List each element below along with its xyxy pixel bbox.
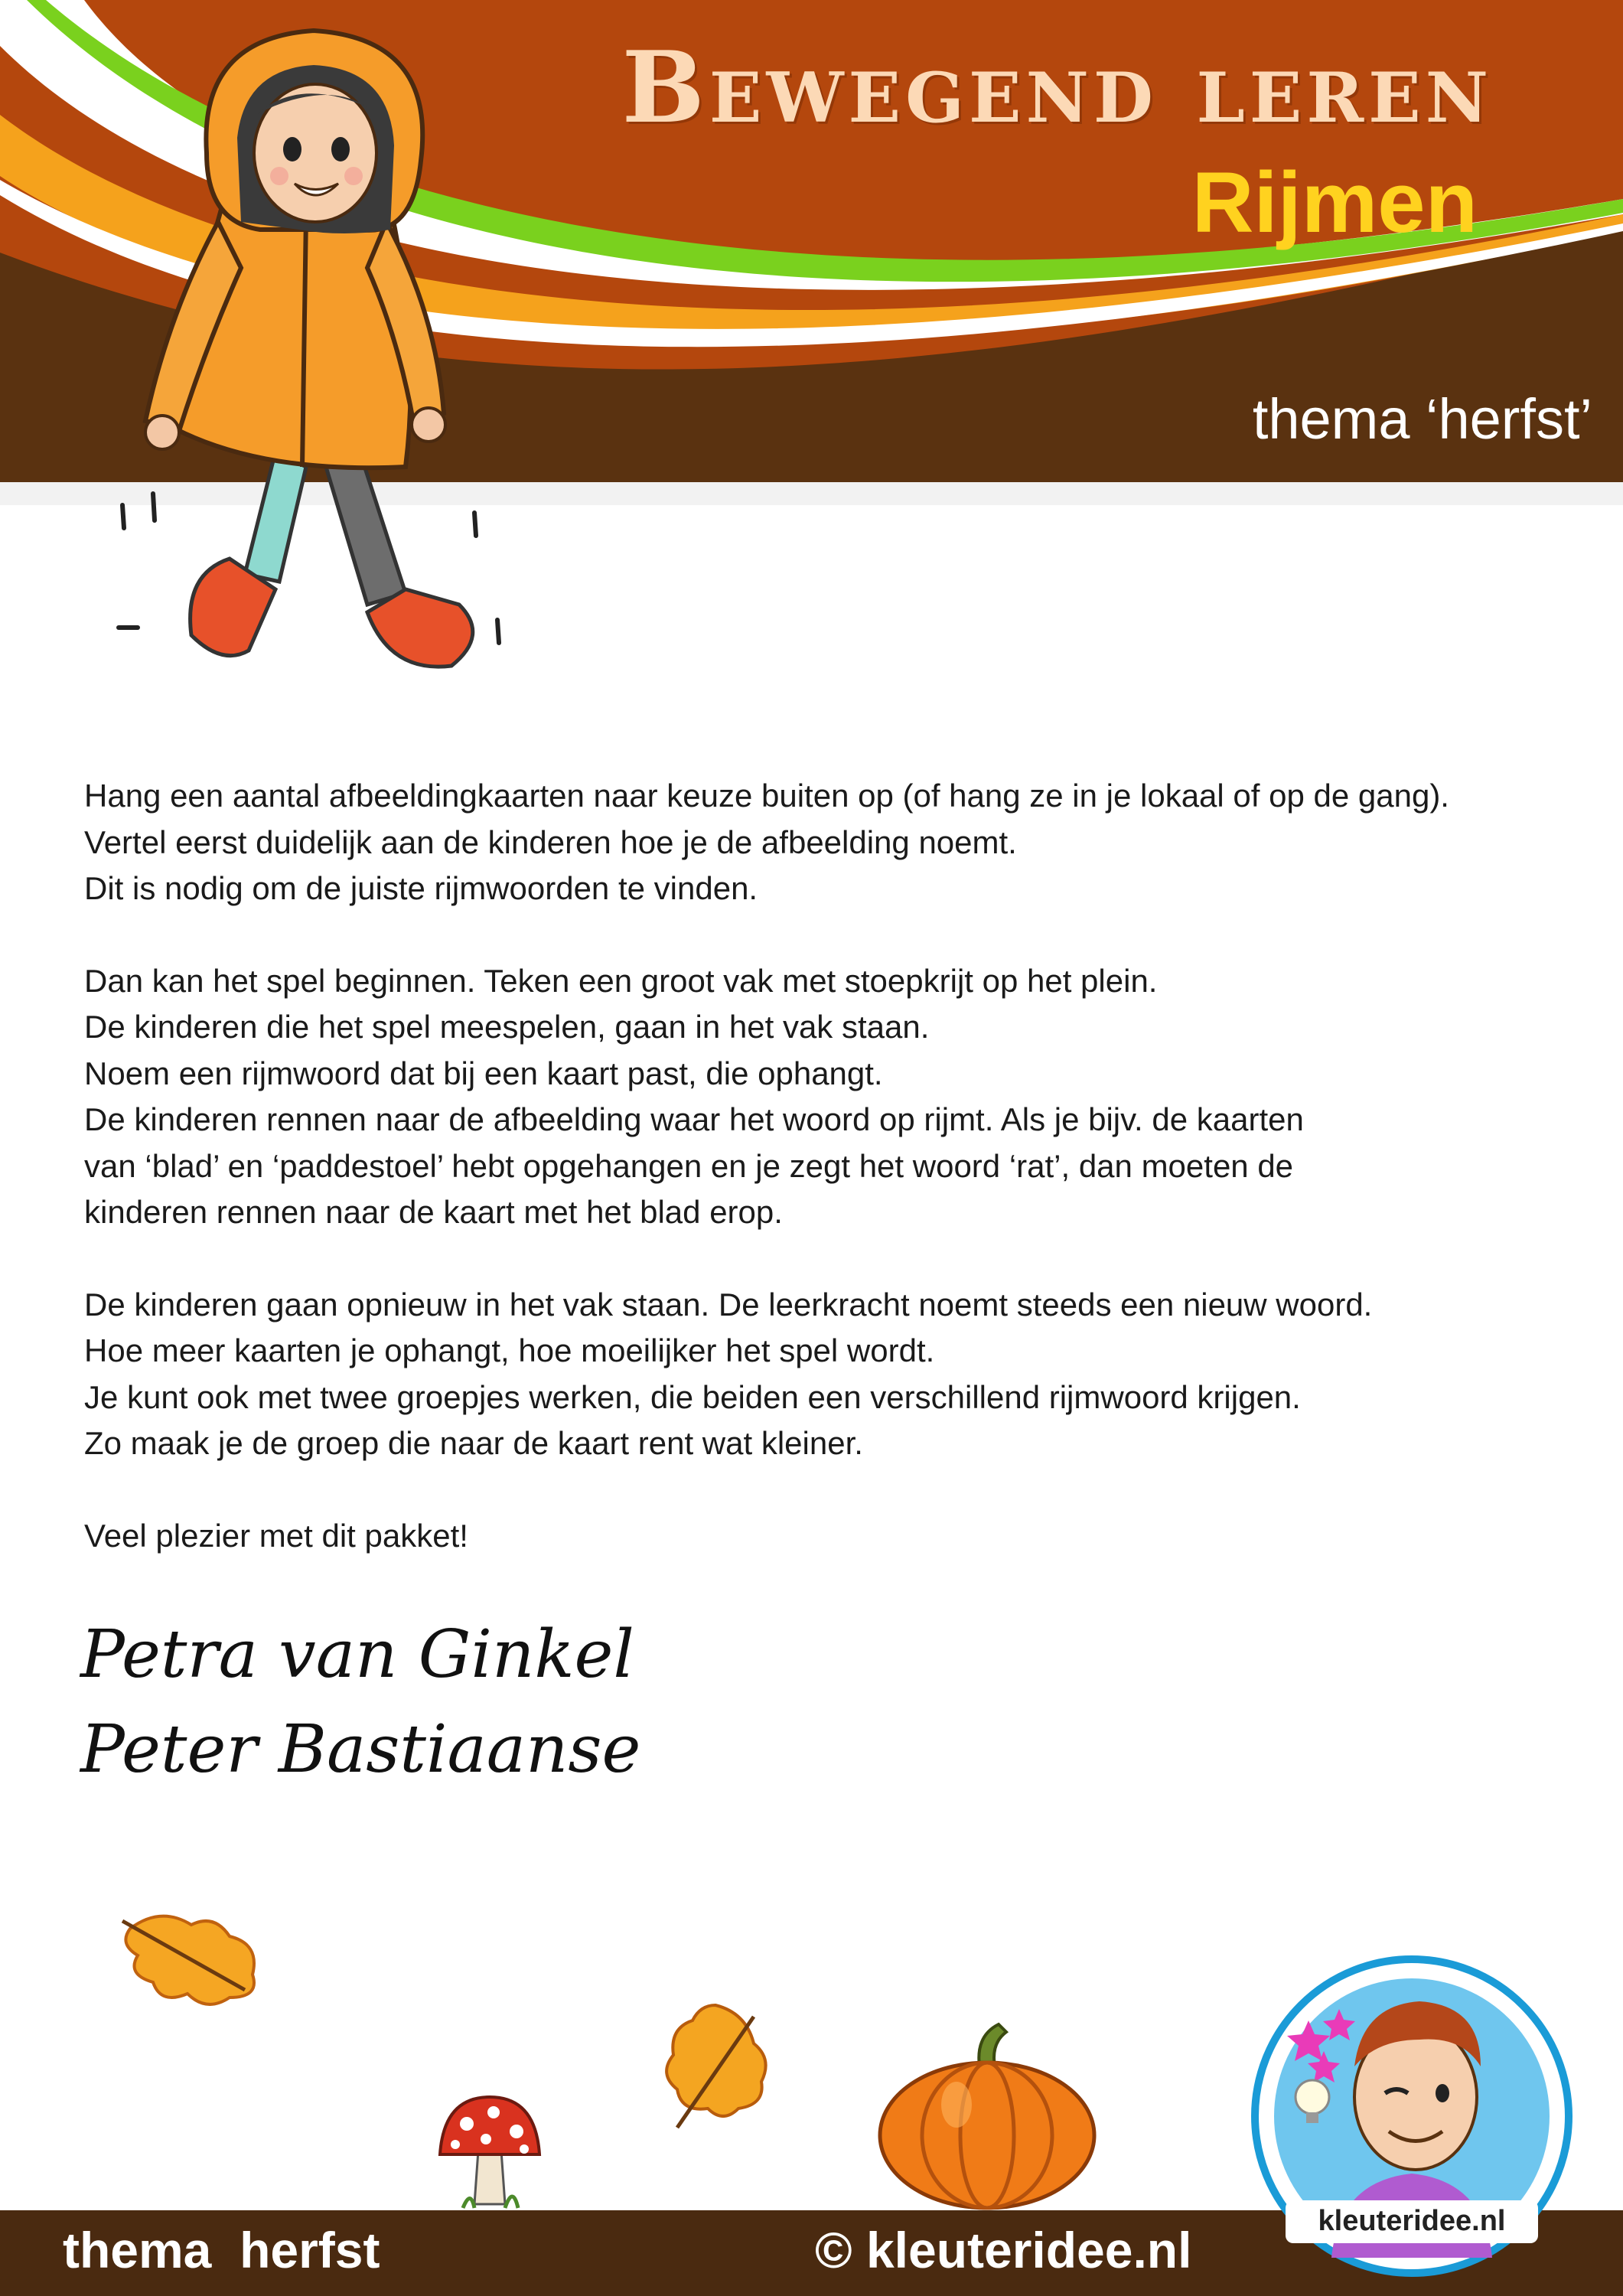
- logo-text: kleuteridee.nl: [1318, 2205, 1506, 2237]
- text-line: De kinderen rennen naar de afbeelding waar het woord op rijmt. Als je bijv. de kaarten: [84, 1101, 1304, 1137]
- pumpkin-icon: [872, 2020, 1102, 2212]
- text-line: van ‘blad’ en ‘paddestoel’ hebt opgehangen en je zegt het woord ‘rat’, dan moeten de: [84, 1147, 1294, 1184]
- text-line: Veel plezier met dit pakket!: [84, 1517, 468, 1554]
- signature-name: Peter Bastiaanse: [80, 1711, 641, 1788]
- signature-name: Petra van Ginkel: [80, 1616, 634, 1693]
- text-line: De kinderen die het spel meespelen, gaan in het vak staan.: [84, 1009, 930, 1045]
- paragraph: [84, 958, 1599, 1236]
- kleuteridee-logo[interactable]: [1247, 1952, 1576, 2281]
- text-line: De kinderen gaan opnieuw in het vak staan. De leerkracht noemt steeds een nieuw woord.: [84, 1286, 1373, 1322]
- page-title: Bewegend leren: [621, 31, 1493, 145]
- oak-leaf-icon: [654, 1998, 777, 2135]
- text-line: Hang een aantal afbeeldingkaarten naar keuze buiten op (of hang ze in je lokaal of op de gang).: [84, 778, 1449, 814]
- text-line: Hoe meer kaarten je ophangt, hoe moeilijker het spel wordt.: [84, 1332, 935, 1368]
- footer-theme-label: thema herfst: [63, 2222, 380, 2278]
- instructions: [84, 773, 1599, 1605]
- footer-site-link[interactable]: © kleuteridee.nl: [815, 2222, 1192, 2278]
- signature: [80, 1607, 640, 1797]
- page-subtitle: Rijmen: [1191, 155, 1478, 250]
- text-line: Dan kan het spel beginnen. Teken een groot vak met stoepkrijt op het plein.: [84, 962, 1158, 999]
- paragraph: [84, 1513, 1599, 1560]
- text-line: kinderen rennen naar de kaart met het blad erop.: [84, 1194, 783, 1230]
- paragraph: [84, 1282, 1599, 1467]
- text-line: Zo maak je de groep die naar de kaart rent wat kleiner.: [84, 1425, 863, 1461]
- theme-label: thema ‘herfst’: [1252, 387, 1592, 451]
- text-line: Noem een rijmwoord dat bij een kaart past, die ophangt.: [84, 1055, 883, 1091]
- text-line: Vertel eerst duidelijk aan de kinderen hoe je de afbeelding noemt.: [84, 823, 1017, 860]
- paragraph: [84, 773, 1599, 912]
- mushroom-icon: [432, 2089, 547, 2212]
- girl-raincoat-illustration: [115, 23, 513, 696]
- text-line: Dit is nodig om de juiste rijmwoorden te vinden.: [84, 870, 758, 906]
- oak-leaf-icon: [115, 1898, 268, 2013]
- text-line: Je kunt ook met twee groepjes werken, die beiden een verschillend rijmwoord krijgen.: [84, 1378, 1301, 1415]
